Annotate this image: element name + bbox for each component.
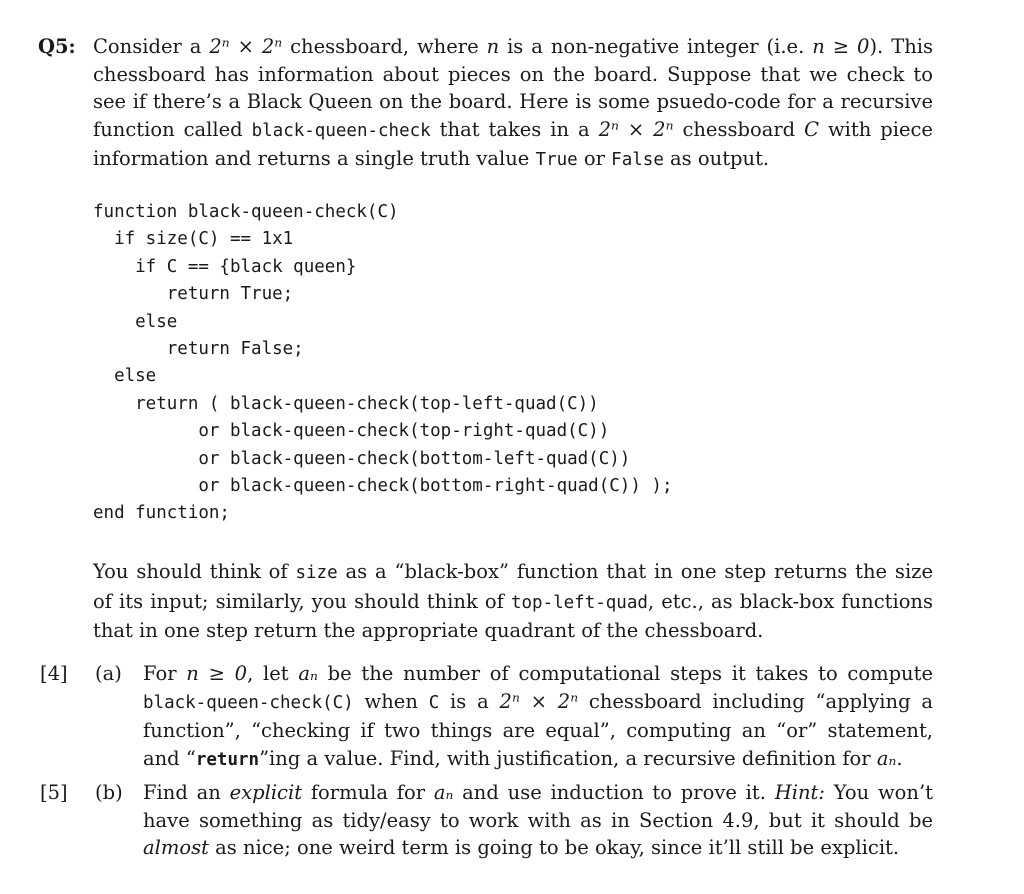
- code-line: function black-queen-check(C): [93, 202, 399, 222]
- math-board-size: 2ⁿ × 2ⁿ: [209, 35, 283, 58]
- part-a-marks: [4]: [40, 662, 68, 685]
- code-line: else: [93, 366, 157, 387]
- math-C: C: [804, 117, 820, 141]
- literal-true: True: [535, 150, 578, 171]
- math-condition: n ≥ 0: [812, 35, 870, 58]
- quad-function: top-left-quad: [510, 592, 648, 613]
- size-function: size: [295, 563, 338, 583]
- part-b-label: (b): [95, 781, 123, 804]
- code-line: or black-queen-check(bottom-left-quad(C)): [93, 448, 631, 469]
- function-call: black-queen-check(C): [143, 692, 354, 713]
- code-line: if C == {black queen}: [93, 256, 357, 277]
- code-line: return ( black-queen-check(top-left-quad(C)): [93, 393, 599, 414]
- math-board-size-2: 2ⁿ × 2ⁿ: [598, 117, 674, 141]
- part-b-marks: [5]: [40, 781, 68, 804]
- part-a-text: For n ≥ 0, let aₙ be the number of computational steps it takes to compute black-queen-check(C) when C is a 2ⁿ × 2ⁿ chessboard including “applying a function”, “checking if two things are equal”, computing an “or” statement, and “return”ing a value. Find, with justification, a recursive definition for aₙ.: [143, 662, 934, 770]
- code-line: return False;: [93, 338, 304, 359]
- question-label: Q5:: [38, 35, 76, 58]
- math-n: n: [486, 35, 500, 58]
- code-line: or black-queen-check(top-right-quad(C)): [93, 421, 610, 442]
- return-keyword: return: [195, 749, 260, 770]
- code-line: if size(C) == 1x1: [93, 229, 294, 250]
- part-a-label: (a): [95, 662, 122, 685]
- code-line: or black-queen-check(bottom-right-quad(C)) );: [93, 475, 673, 496]
- code-line: else: [93, 311, 178, 332]
- literal-false: False: [611, 150, 664, 171]
- explanation-paragraph: You should think of size as a “black-box” function that in one step returns the size of its input; similarly, you should think of top-left-quad, etc., as black-box functions that in one step return the appropriate quadrant of the chessboard.: [93, 560, 933, 643]
- function-name: black-queen-check: [251, 120, 431, 141]
- question-intro: Consider a 2ⁿ × 2ⁿ chessboard, where n is a non-negative integer (i.e. n ≥ 0). This chessboard has information about pieces on the board. Suppose that we check to see if there’s a Black Queen on the board. Here is some psuedo-code for a recursive function called black-queen-check that takes in a 2ⁿ × 2ⁿ chessboard C with piece information and returns a single truth value True or False as output.: [93, 35, 934, 171]
- code-line: end function;: [93, 503, 230, 524]
- code-line: return True;: [93, 284, 294, 305]
- pseudo-code-block: [93, 199, 672, 528]
- hint-label: Hint:: [774, 781, 825, 804]
- part-b-text: Find an explicit formula for aₙ and use induction to prove it. Hint: You won’t have something as tidy/easy to work with as in Section 4.9, but it should be almost as nice; one weird term is going to be okay, since it’ll still be explicit.: [143, 781, 933, 860]
